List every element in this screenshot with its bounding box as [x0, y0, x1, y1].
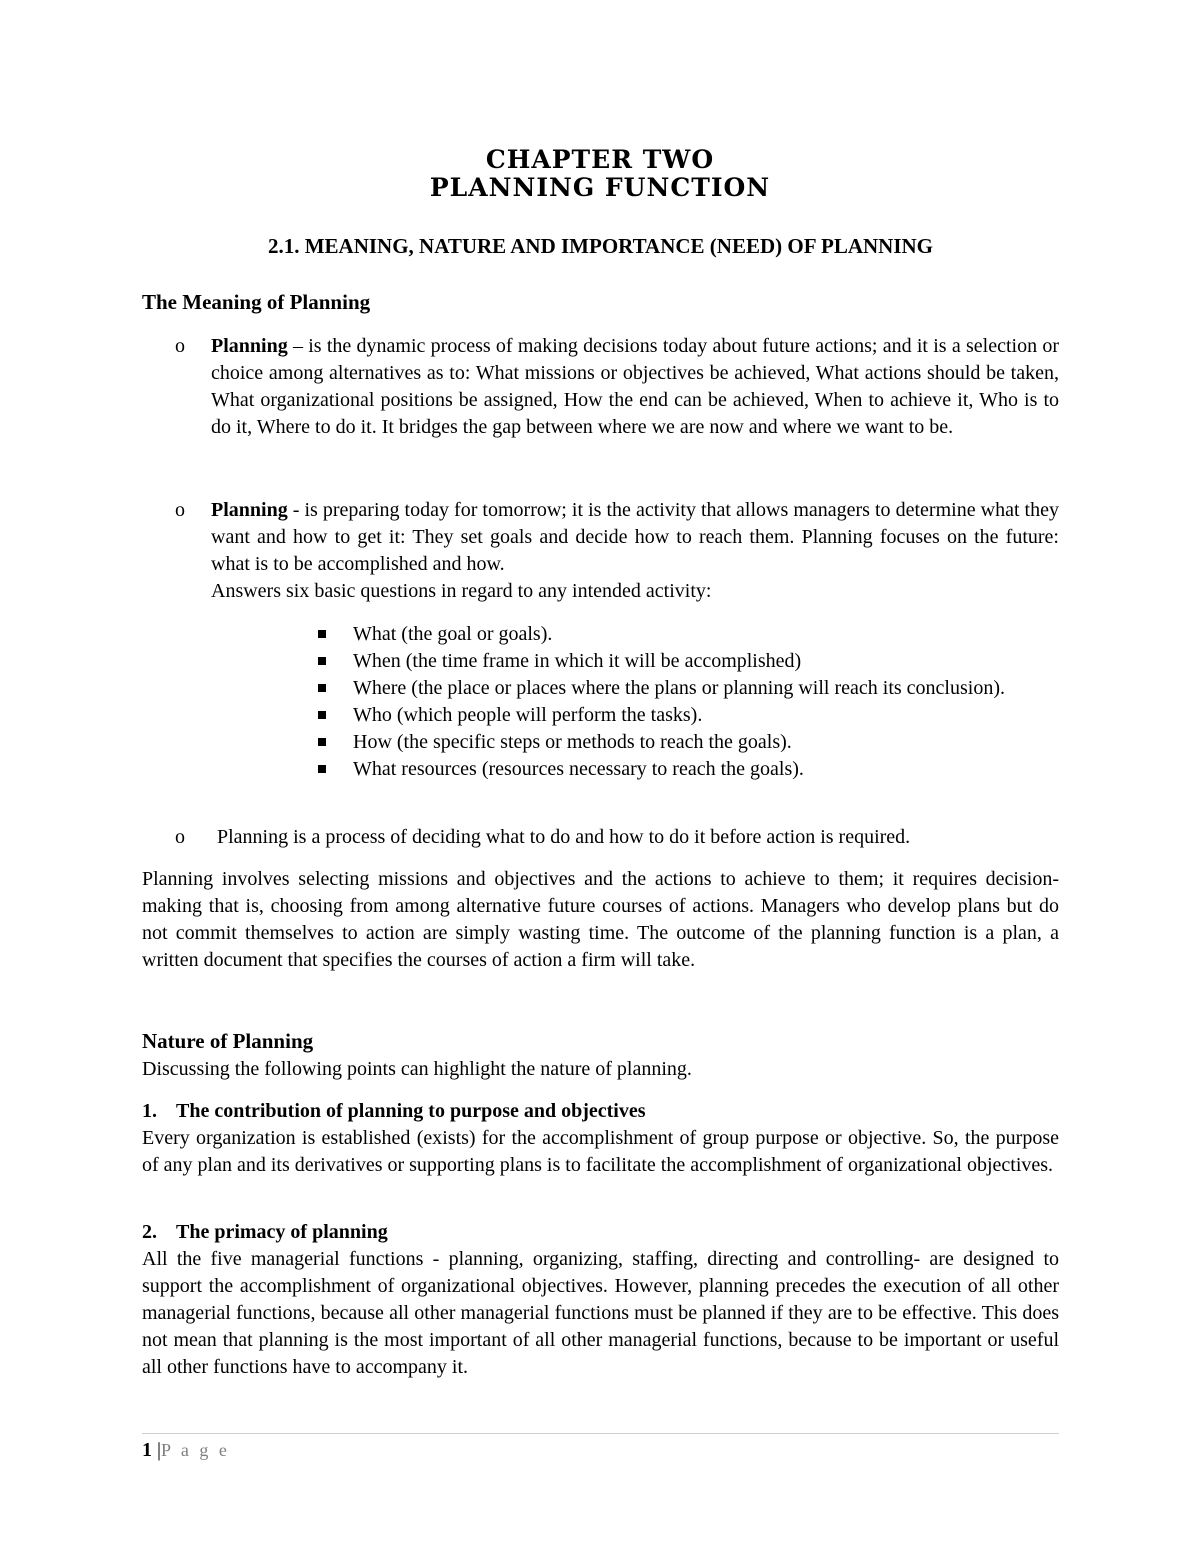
- point-text: Every organization is established (exists) for the accomplishment of group purpose or objective. So, the purpose of any plan and its derivatives or supporting plans is to facilitate the accomplishment of organizational objectives.: [142, 1127, 1059, 1176]
- list-item: Who (which people will perform the tasks).: [318, 702, 1059, 729]
- page-number: 1: [142, 1439, 152, 1461]
- square-bullet-icon: [318, 657, 326, 665]
- square-bullet-icon: [318, 765, 326, 773]
- meaning-paragraph: Planning involves selecting missions and objectives and the actions to achieve to them; it requires decision-making that is, choosing from among alternative future courses of actions. Managers who develop plans but do not commit themselves to action are simply wasting time. The outcome of the planning function is a plan, a written document that specifies the courses of action a firm will take.: [142, 868, 1059, 971]
- meaning-item-3: [175, 824, 1059, 851]
- list-item: When (the time frame in which it will be accomplished): [318, 648, 1059, 675]
- chapter-subtitle: PLANNING FUNCTION: [429, 173, 771, 202]
- point-heading: 2. The primacy of planning: [142, 1221, 388, 1243]
- circle-bullet-icon: o: [175, 499, 185, 521]
- circle-bullet-icon: o: [175, 335, 185, 357]
- chapter-title: CHAPTER TWO: [485, 145, 715, 174]
- term: Planning: [211, 499, 288, 521]
- footer-separator: |: [157, 1439, 162, 1461]
- nature-point-1: [142, 1098, 1059, 1179]
- meaning-item-2: [175, 497, 1059, 605]
- square-bullet-icon: [318, 711, 326, 719]
- list-item: Where (the place or places where the plans or planning will reach its conclusion).: [318, 675, 1059, 702]
- nature-heading: Nature of Planning: [142, 1029, 314, 1053]
- footer-divider: [142, 1433, 1059, 1434]
- meaning-item-1: [175, 333, 1059, 441]
- circle-bullet-icon: o: [175, 826, 185, 848]
- meaning-heading: The Meaning of Planning: [142, 290, 371, 314]
- answers-line: Answers six basic questions in regard to any intended activity:: [211, 580, 712, 602]
- page-footer: [142, 1438, 230, 1462]
- square-bullet-icon: [318, 684, 326, 692]
- point-heading: 1. The contribution of planning to purpose and objectives: [142, 1100, 646, 1122]
- square-bullet-icon: [318, 630, 326, 638]
- definition: – is the dynamic process of making decisions today about future actions; and it is a selection or choice among alternatives as to: What missions or objectives be achieved, What actions should be taken, What organizational positions be assigned, How the end can be achieved, When to achieve it, Who is to do it, Where to do it. It bridges the gap between where we are now and where we want to be.: [211, 335, 1059, 438]
- list-item: What (the goal or goals).: [318, 621, 1059, 648]
- point-text: All the five managerial functions - planning, organizing, staffing, directing and controlling- are designed to support the accomplishment of organizational objectives. However, planning precedes the execution of all other managerial functions, because all other managerial functions must be planned if they are to be effective. This does not mean that planning is the most important of all other managerial functions, because to be important or useful all other functions have to accompany it.: [142, 1248, 1059, 1378]
- list-item: How (the specific steps or methods to reach the goals).: [318, 729, 1059, 756]
- definition: - is preparing today for tomorrow; it is the activity that allows managers to determine what they want and how to get it: They set goals and decide how to reach them. Planning focuses on the future: what is to be accomplished and how.: [211, 499, 1059, 575]
- nature-point-2: [142, 1219, 1059, 1381]
- page-label: P a g e: [161, 1440, 230, 1460]
- definition: Planning is a process of deciding what to do and how to do it before action is required.: [217, 826, 911, 848]
- questions-list: [318, 621, 1059, 783]
- square-bullet-icon: [318, 738, 326, 746]
- section-heading: 2.1. MEANING, NATURE AND IMPORTANCE (NEED) OF PLANNING: [267, 234, 934, 258]
- nature-intro: Discussing the following points can highlight the nature of planning.: [142, 1058, 692, 1080]
- list-item: What resources (resources necessary to reach the goals).: [318, 756, 1059, 783]
- term: Planning: [211, 335, 288, 357]
